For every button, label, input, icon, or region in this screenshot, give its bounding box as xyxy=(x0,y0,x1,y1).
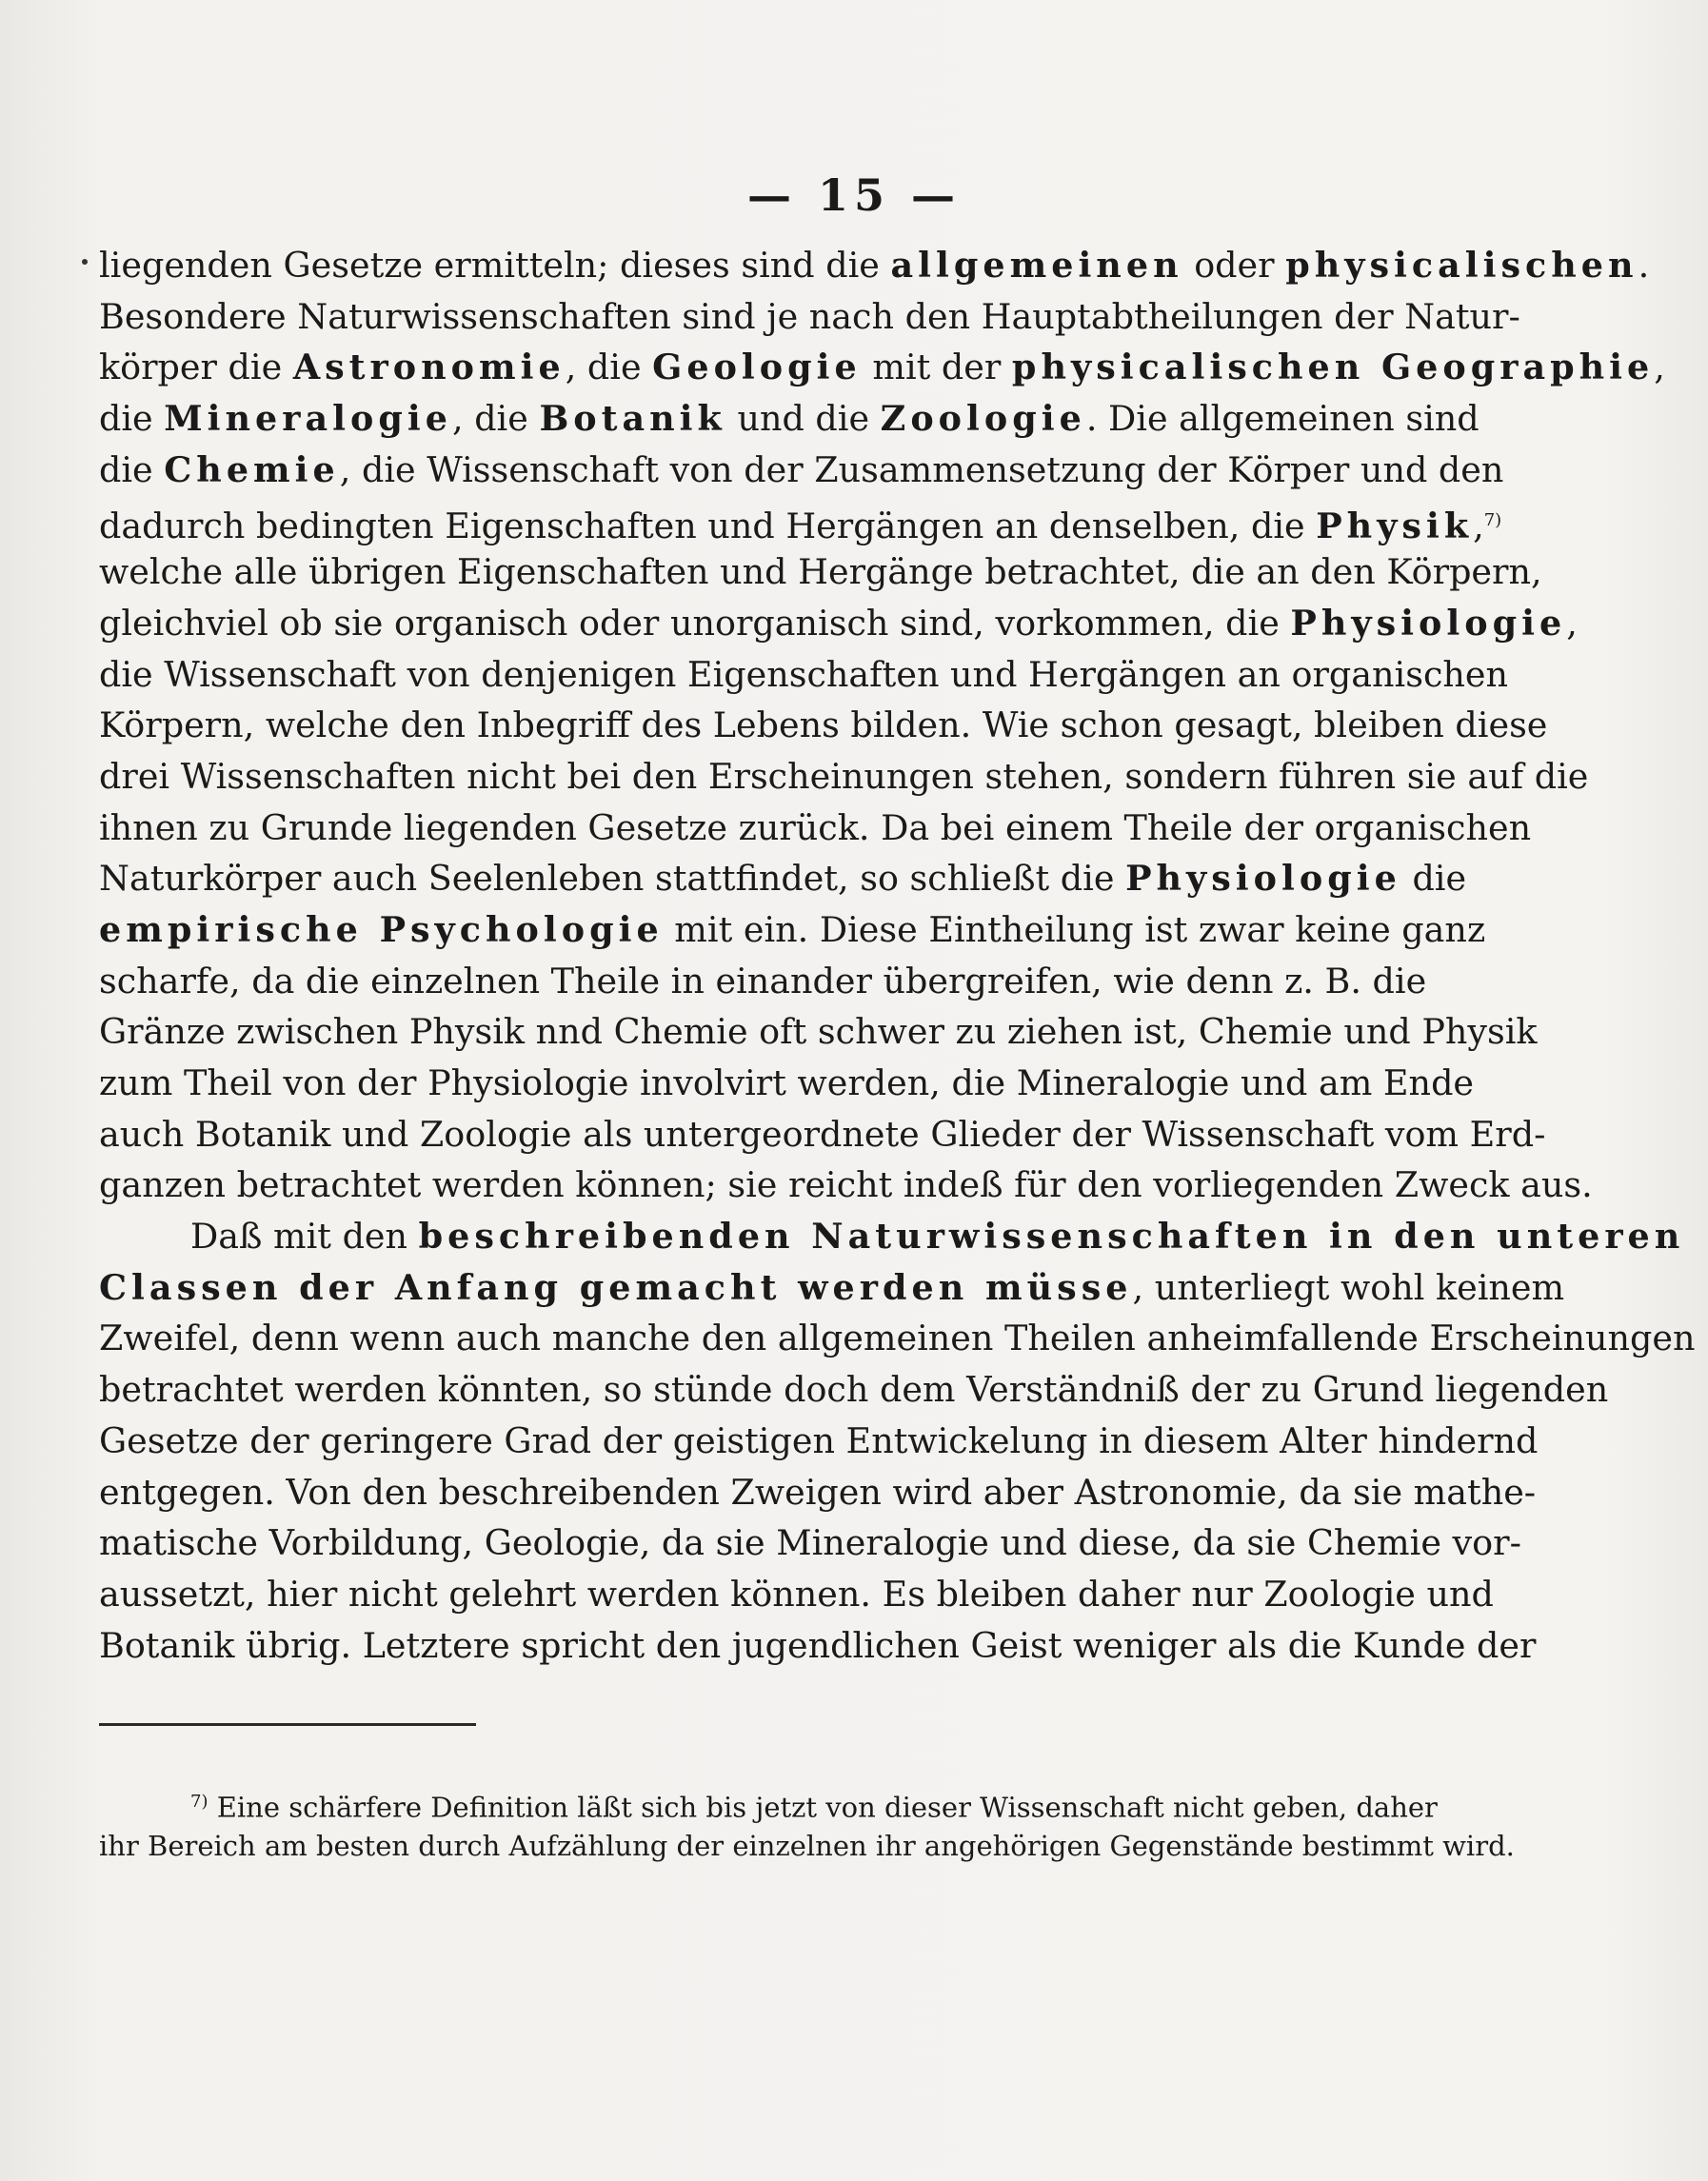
text-line xyxy=(99,291,1520,343)
margin-mark xyxy=(82,259,88,265)
text-line xyxy=(99,240,1650,291)
text-segment: oder xyxy=(1182,245,1286,286)
text-segment: mit der xyxy=(861,347,1012,388)
text-line xyxy=(99,1160,1593,1211)
text-line xyxy=(99,1467,1537,1518)
text-line xyxy=(99,1569,1494,1620)
text-segment: die xyxy=(99,448,165,490)
text-segment: Gesetze der geringere Grad der geistigen Entwickelung in diesem Alter hindernd xyxy=(99,1419,1539,1461)
text-line xyxy=(99,649,1509,701)
spaced-emphasis: Astronomie xyxy=(292,347,566,388)
spaced-emphasis: Mineralogie xyxy=(164,398,452,440)
text-segment: ganzen betrachtet werden können; sie reicht indeß für den vorliegenden Zweck aus. xyxy=(99,1164,1593,1206)
text-line xyxy=(99,1211,1685,1262)
spaced-emphasis: Physiologie xyxy=(1125,858,1401,900)
spaced-emphasis: Chemie xyxy=(164,448,340,490)
text-segment: Botanik übrig. Letztere spricht den jugendlichen Geist weniger als die Kunde der xyxy=(99,1624,1537,1666)
text-line xyxy=(99,546,1542,598)
text-line xyxy=(99,1313,1696,1364)
spaced-emphasis: Physiologie xyxy=(1290,602,1567,644)
footnote xyxy=(99,1780,1515,1868)
text-segment: auch Botanik und Zoologie als untergeordnete Glieder der Wissenschaft vom Erd- xyxy=(99,1113,1546,1155)
text-segment: drei Wissenschaften nicht bei den Erscheinungen stehen, sondern führen sie auf die xyxy=(99,755,1589,797)
text-line xyxy=(99,803,1532,854)
footnote-rule xyxy=(99,1723,476,1726)
text-segment: Eine schärfere Definition läßt sich bis jetzt von dieser Wissenschaft nicht geben, daher xyxy=(208,1791,1438,1824)
text-segment: welche alle übrigen Eigenschaften und Hergänge betrachtet, die an den Körpern, xyxy=(99,551,1542,593)
text-segment: scharfe, da die einzelnen Theile in einander übergreifen, wie denn z. B. die xyxy=(99,960,1427,1001)
text-segment: ihnen zu Grunde liegenden Gesetze zurück. Da bei einem Theile der organischen xyxy=(99,806,1532,848)
text-line xyxy=(99,1262,1565,1314)
text-line xyxy=(99,342,1665,393)
text-segment: entgegen. Von den beschreibenden Zweigen wird aber Astronomie, da sie mathe- xyxy=(99,1471,1537,1513)
text-line xyxy=(99,1364,1609,1416)
text-segment: . Die allgemeinen sind xyxy=(1085,398,1480,440)
text-segment: . xyxy=(1638,245,1650,286)
text-line xyxy=(99,1517,1521,1569)
footnote-line xyxy=(99,1824,1515,1868)
spaced-emphasis: Zoologie xyxy=(880,398,1086,440)
text-segment: ihr Bereich am besten durch Aufzählung der einzelnen ihr angehörigen Gegenstände bestimmt wird. xyxy=(99,1830,1515,1862)
text-segment: mit ein. Diese Eintheilung ist zwar keine ganz xyxy=(663,908,1486,950)
text-segment: dadurch bedingten Eigenschaften und Hergängen an denselben, die xyxy=(99,506,1317,547)
text-segment: aussetzt, hier nicht gelehrt werden können. Es bleiben daher nur Zoologie und xyxy=(99,1573,1494,1615)
text-segment: , xyxy=(1654,347,1665,388)
text-segment: die xyxy=(99,398,165,440)
page-number: — 15 — xyxy=(746,169,962,221)
text-segment: Daß mit den xyxy=(190,1216,419,1258)
text-line xyxy=(99,598,1578,649)
text-segment: Naturkörper auch Seelenleben stattfindet, so schließt die xyxy=(99,858,1126,900)
text-segment: matische Vorbildung, Geologie, da sie Mineralogie und diese, da sie Chemie vor- xyxy=(99,1522,1521,1564)
spaced-emphasis: Geologie xyxy=(652,347,862,388)
text-line xyxy=(99,853,1467,904)
text-segment: , xyxy=(1566,602,1578,644)
text-line xyxy=(99,1620,1537,1672)
text-segment: , xyxy=(1473,506,1484,547)
text-line xyxy=(99,393,1480,445)
text-segment: und die xyxy=(725,398,881,440)
spaced-emphasis: empirische Psychologie xyxy=(99,908,664,950)
text-segment: Körpern, welche den Inbegriff des Lebens bilden. Wie schon gesagt, bleiben diese xyxy=(99,704,1548,746)
text-segment: , die xyxy=(565,347,653,388)
text-segment: zum Theil von der Physiologie involvirt werden, die Mineralogie und am Ende xyxy=(99,1062,1475,1103)
spaced-emphasis: physicalischen xyxy=(1285,245,1638,286)
text-line xyxy=(99,904,1486,956)
spaced-emphasis: physicalischen Geographie xyxy=(1011,347,1655,388)
spaced-emphasis: Botanik xyxy=(539,398,726,440)
text-line xyxy=(99,495,1502,547)
text-segment: die Wissenschaft von denjenigen Eigenschaften und Hergängen an organischen xyxy=(99,653,1509,695)
footnote-marker: 7) xyxy=(190,1792,209,1812)
text-segment: , die Wissenschaft von der Zusammensetzung der Körper und den xyxy=(339,448,1504,490)
text-segment: Zweifel, denn wenn auch manche den allgemeinen Theilen anheimfallende Erscheinungen xyxy=(99,1318,1696,1359)
text-segment: , die xyxy=(451,398,540,440)
text-line xyxy=(99,1058,1475,1109)
text-segment: die xyxy=(1400,858,1467,900)
text-line xyxy=(99,956,1427,1007)
text-segment: körper die xyxy=(99,347,293,388)
text-segment: , unterliegt wohl keinem xyxy=(1132,1266,1565,1308)
spaced-emphasis: Classen der Anfang gemacht werden müsse xyxy=(99,1266,1133,1308)
footnote-marker: 7) xyxy=(1483,510,1502,531)
text-line xyxy=(99,445,1504,496)
text-line xyxy=(99,751,1589,803)
text-line xyxy=(99,700,1548,751)
text-segment: betrachtet werden könnten, so stünde doch dem Verständniß der zu Grund liegenden xyxy=(99,1369,1609,1411)
body-text xyxy=(99,240,1696,1671)
text-line xyxy=(99,1416,1539,1467)
spaced-emphasis: Physik xyxy=(1316,506,1474,547)
text-line xyxy=(99,1006,1538,1058)
spaced-emphasis: allgemeinen xyxy=(890,245,1183,286)
spaced-emphasis: beschreibenden Naturwissenschaften in den unteren xyxy=(418,1216,1685,1258)
text-segment: Besondere Naturwissenschaften sind je nach den Hauptabtheilungen der Natur- xyxy=(99,295,1520,337)
footnote-line xyxy=(99,1780,1438,1824)
text-segment: Gränze zwischen Physik nnd Chemie oft schwer zu ziehen ist, Chemie und Physik xyxy=(99,1011,1538,1053)
text-line xyxy=(99,1109,1546,1160)
text-segment: liegenden Gesetze ermitteln; dieses sind die xyxy=(99,245,891,286)
text-segment: gleichviel ob sie organisch oder unorganisch sind, vorkommen, die xyxy=(99,602,1291,644)
